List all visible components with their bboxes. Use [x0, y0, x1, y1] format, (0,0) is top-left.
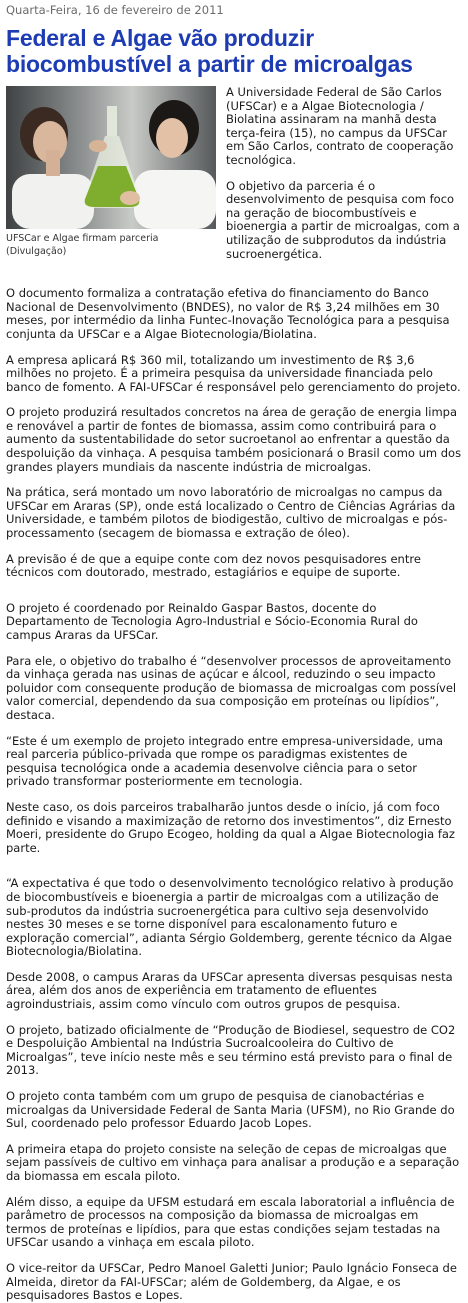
body-paragraph: O projeto é coordenado por Reinaldo Gaspar Bastos, docente do Departamento de Tecnologia Agro-Industrial e Sócio-Economia Rural do campus Araras da UFSCar. [6, 600, 418, 642]
article-photo[interactable] [6, 86, 216, 229]
body-paragraph: A primeira etapa do projeto consiste na seleção de cepas de microalgas que sejam passíveis de cultivo em vinhaça para analisar a produção e a separação da biomassa em escala piloto. [6, 1141, 460, 1183]
body-paragraph: “A expectativa é que todo o desenvolvimento tecnológico relativo à produção de biocombustíveis e bioenergia a partir de microalgas com a utilização de sub-produtos da indústria sucroenergética para cultivo seja desenvolvido nestes 30 meses e se torne disponível para escalonamento futuro e exploração comercial”, adianta Sérgio Goldemberg, gerente técnico da Algae Biotecnologia/Biolatina. [6, 876, 454, 959]
photo-caption: UFSCar e Algae firmam parceria (Divulgação) [6, 233, 159, 257]
body-paragraph: O vice-reitor da UFSCar, Pedro Manoel Galetti Junior; Paulo Ignácio Fonseca de Almeida, diretor da FAI-UFSCar; além de Goldemberg, da Algae, e os pesquisadores Bastos e Lopes. [6, 1260, 457, 1303]
article-figure [6, 86, 216, 258]
body-paragraph: Desde 2008, o campus Araras da UFSCar apresenta diversas pesquisas nesta área, além dos anos de experiência em tratamento de efluentes agroindustriais, assim como vínculo com outros grupos de pesquisa. [6, 969, 453, 1012]
body-paragraph: A previsão é de que a equipe conte com dez novos pesquisadores entre técnicos com doutorado, mestrado, estagiários e equipe de suporte. [6, 551, 421, 580]
article-lead [6, 86, 462, 273]
body-paragraph: Para ele, o objetivo do trabalho é “desenvolver processos de aproveitamento da vinhaça gerada nas usinas de açúcar e álcool, reduzindo o seu impacto poluidor com consequente produção de biomassa de microalgas com possível valor comercial, dependendo da sua composição em proteínas ou lipídios”, destaca. [6, 653, 457, 722]
body-paragraph: A empresa aplicará R$ 360 mil, totalizando um investimento de R$ 3,6 milhões no projeto. É a primeira pesquisa da universidade financiada pelo banco de fomento. A FAI-UFSCar é responsável pelo gerenciamento do projeto. [6, 352, 461, 394]
body-paragraph: O projeto produzirá resultados concretos na área de geração de energia limpa e renovável a partir de fontes de biomassa, assim como contribuirá para o aumento da sustentabilidade do setor sucroetanol ao enfrentar a questão da despoluição da vinhaça. A pesquisa também posicionará o Brasil como um dos grandes players mundiais da nascente indústria de microalgas. [6, 405, 462, 474]
article-body [6, 287, 462, 1303]
lab-photo-illustration [6, 86, 216, 229]
body-paragraph: Além disso, a equipe da UFSM estudará em escala laboratorial a influência de parâmetro de processos na composição da biomassa de microalgas em termos de proteínas e lipídios, para que estas condições sejam testadas na UFSCar usando a vinhaça em escala piloto. [6, 1194, 455, 1250]
body-paragraph: Neste caso, os dois parceiros trabalharão juntos desde o início, já com foco definido e visando a maximização de retorno dos investimentos”, diz Ernesto Moeri, presidente do Grupo Ecogeo, holding da qual a Algae Biotecnologia faz parte. [6, 799, 455, 855]
lead-paragraph: O objetivo da parceria é o desenvolvimento de pesquisa com foco na geração de biocombustíveis e bioenergia a partir de microalgas, com a utilização de subprodutos da indústria sucroenergética. [226, 178, 460, 261]
lead-paragraph: A Universidade Federal de São Carlos (UFSCar) e a Algae Biotecnologia / Biolatina assinaram na manhã desta terça-feira (15), no campus da UFSCar em São Carlos, contrato de cooperação tecnológica. [226, 86, 454, 167]
body-paragraph: O projeto conta também com um grupo de pesquisa de cianobactérias e microalgas da Universidade Federal de Santa Maria (UFSM), no Rio Grande do Sul, coordenado pelo professor Eduardo Jacob Lopes. [6, 1089, 455, 1131]
body-paragraph: Na prática, será montado um novo laboratório de microalgas no campus da UFSCar em Araras (SP), onde está localizado o Centro de Ciências Agrárias da Universidade, e também pilotos de biodigestão, cultivo de microalgas e pós-processamento (secagem de biomassa e extração de óleo). [6, 485, 456, 541]
body-paragraph: O projeto, batizado oficialmente de “Produção de Biodiesel, sequestro de CO2 e Despoluição Ambiental na Indústria Sucroalcooleira do Cultivo de Microalgas”, teve início neste mês e seu término está previsto para o final de 2013. [6, 1022, 456, 1078]
body-paragraph: O documento formaliza a contratação efetiva do financiamento do Banco Nacional de Desenvolvimento (BNDES), no valor de R$ 3,24 milhões em 30 meses, por intermédio da linha Funtec-Inovação Tecnológica para a pesquisa conjunta da UFSCar e a Algae Biotecnologia/Biolatina. [6, 286, 450, 341]
body-paragraph: “Este é um exemplo de projeto integrado entre empresa-universidade, uma real parceria público-privada que rompe os paradigmas existentes de pesquisa tecnológica onde a academia desenvolve ciência para o setor privado transformar posteriormente em tecnologia. [6, 733, 444, 789]
article-title: Federal e Algae vão produzir biocombustível a partir de microalgas [6, 25, 413, 77]
article-date: Quarta-Feira, 16 de fevereiro de 2011 [6, 3, 224, 17]
